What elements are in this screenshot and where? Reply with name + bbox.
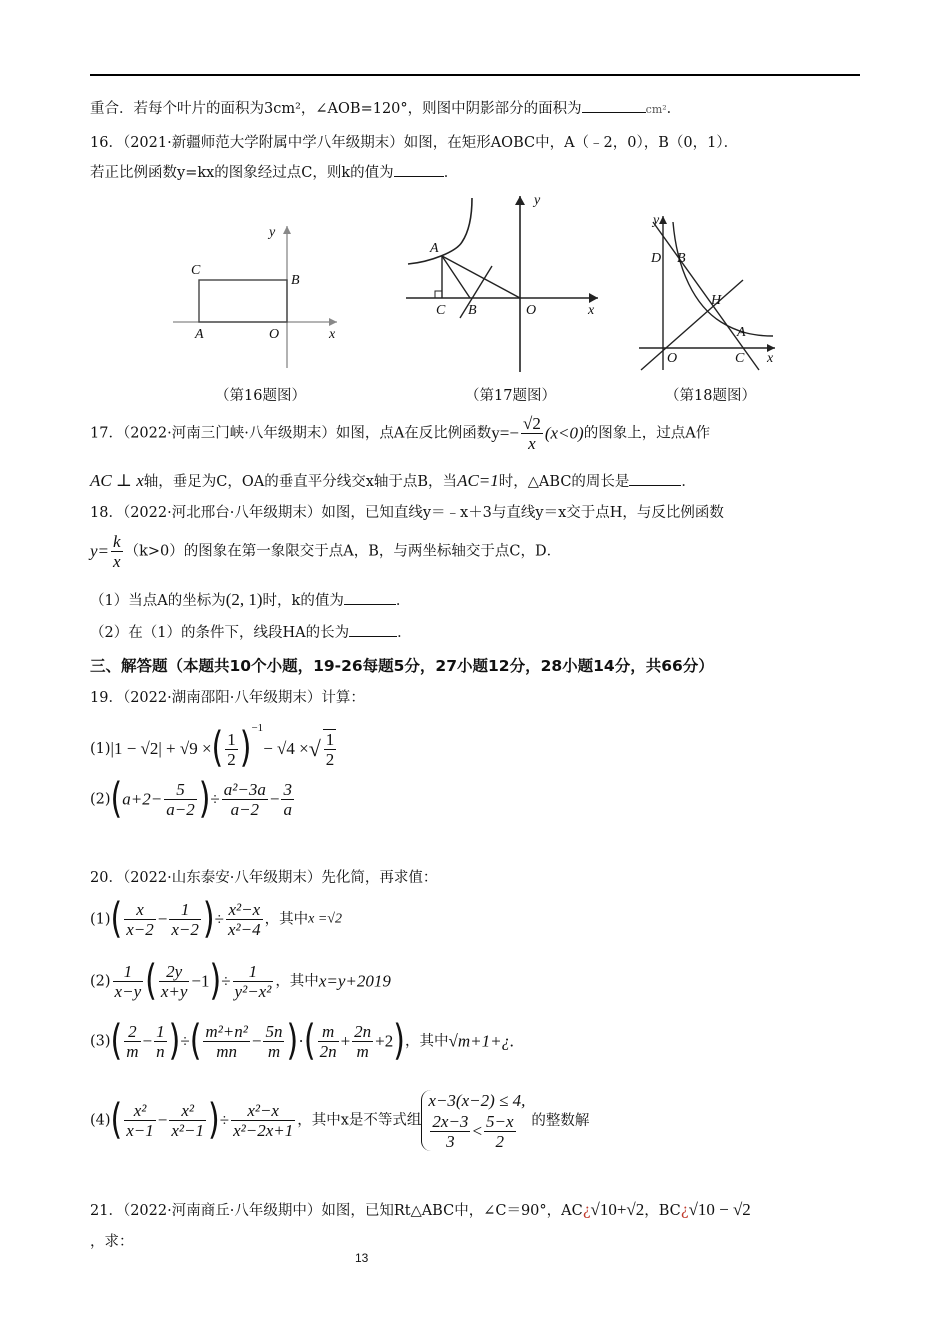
q20-p3-lparen3: (	[303, 1016, 316, 1066]
q19-p1-half-num: 1	[227, 729, 236, 749]
q20-p1-f3-num: x²−x	[226, 900, 263, 920]
q19-p1-half	[225, 730, 238, 769]
q20-p4-system	[421, 1090, 525, 1151]
q20-p2-f3	[233, 962, 274, 1001]
q21-weird1: ¿	[582, 1203, 591, 1219]
q18-sub2-text: （2）在（1）的条件下，线段HA的长为	[90, 625, 350, 641]
q20-p3-label: (3)	[90, 1033, 111, 1050]
fig17-label-b: B	[468, 303, 477, 318]
q20-p3-f6-num: 2n	[354, 1022, 372, 1041]
q20-p3-dot: ·	[298, 1031, 304, 1051]
q19-p2-f1-num: 5	[164, 780, 196, 800]
q20-p4-f1	[124, 1101, 156, 1140]
q17-den: x	[528, 434, 536, 453]
q18-sub2	[90, 622, 412, 643]
figure-17	[400, 190, 605, 375]
q20-p3-f3-num: m²+n²	[205, 1022, 248, 1041]
q17-num: √2	[522, 414, 541, 433]
fig16-caption: （第16题图）	[215, 388, 306, 404]
q18-end2: ．	[397, 625, 412, 641]
q18-line2	[90, 532, 561, 578]
q20-p3-rparen2: )	[286, 1016, 299, 1066]
fig18-caption: （第18题图）	[665, 388, 756, 404]
q19-p1-sq-den: 2	[325, 750, 335, 769]
q20-p1-f2	[169, 900, 201, 939]
q20-p3-plus: +	[340, 1031, 351, 1051]
q16-line2	[90, 162, 458, 183]
fig17-hyperbola	[408, 198, 472, 264]
q20-p3-f4	[263, 1022, 284, 1061]
q20-p2-f3-num: 1	[233, 962, 274, 982]
q20-p3-f5-num: m	[318, 1022, 339, 1042]
q20-p4-div: ÷	[219, 1110, 230, 1130]
q20-p3-f4-num: 5n	[265, 1022, 283, 1041]
q21-ac-val: √10+√2	[590, 1200, 645, 1219]
fig17-x-arrow	[589, 293, 598, 303]
q16-blank	[394, 162, 444, 177]
fig16-label-x: x	[329, 327, 336, 342]
q20-p3-rparen1: )	[168, 1016, 181, 1066]
q20-p2-f1	[113, 962, 144, 1001]
q18-line2-text: 的图象在第一象限交于点A，B，与两坐标轴交于点C，D．	[183, 543, 562, 560]
figure-18	[635, 210, 780, 375]
q20-p2-tail: ，其中	[275, 973, 319, 990]
q20-p4-f3-num: x²−x	[231, 1101, 295, 1121]
fig18-label-b: B	[677, 251, 686, 266]
q19-p1-half-den: 2	[227, 749, 236, 769]
q20-p1-minus: −	[157, 909, 168, 929]
fig17-label-c: C	[436, 303, 446, 318]
q19-p2-minus: −	[269, 789, 280, 809]
fig16-rectangle	[199, 280, 287, 322]
q18-end1: ．	[395, 593, 411, 609]
q17-line1	[90, 414, 710, 460]
q20-p2-rparen: )	[209, 956, 222, 1006]
header-rule	[90, 74, 860, 76]
fig18-label-o: O	[667, 351, 678, 366]
q18-fraction	[111, 532, 123, 571]
q21-line1-text: 21．（2022·河南商丘·八年级期中）如图，已知Rt△ABC中，∠C＝90°，AC	[90, 1203, 583, 1219]
q20-p2-label: (2)	[90, 973, 111, 990]
q20-p3-minus1: −	[142, 1031, 153, 1051]
q20-part2	[90, 956, 391, 1012]
fig17-label-o: O	[526, 303, 537, 318]
q21-line1	[90, 1200, 751, 1221]
q20-p1-div: ÷	[214, 909, 224, 929]
q20-p4-label: (4)	[90, 1112, 111, 1129]
fig17-caption: （第17题图）	[465, 388, 556, 404]
q18-sub1-text: （1）当点A的坐标为	[90, 593, 226, 609]
q20-p2-minus-one: −1	[191, 971, 210, 991]
q18-blank1	[344, 590, 396, 605]
q20-p4-lt: <	[472, 1121, 483, 1141]
q17-cond-wrap: (x<0)	[544, 423, 584, 443]
fig17-right-angle	[435, 291, 442, 298]
q17-cond: x<0	[550, 423, 579, 443]
q18-sub1	[90, 590, 410, 611]
fig17-label-a: A	[430, 241, 439, 256]
q18-cond: （k>0）	[124, 543, 184, 560]
q20-p1-f3	[226, 900, 263, 939]
fig18-label-x: x	[767, 351, 774, 366]
q18-blank2	[349, 622, 397, 637]
q19-p1-expr-a: |1 − √2| + √9 ×	[110, 739, 212, 758]
q17-line1-tail: 的图象上，过点A作	[583, 425, 711, 442]
q19-p2-f2	[222, 780, 268, 819]
q20-p4-rparen: )	[208, 1095, 220, 1145]
q19-p1-sqrt-sign: √	[308, 736, 321, 761]
q20-p1-tail: ，其中	[264, 911, 309, 928]
q17-line2-tail: 时，△ABC的周长是	[498, 474, 630, 490]
q19-p2-f2-num: a²−3a	[223, 780, 266, 799]
q20-p4-ineq2	[428, 1112, 525, 1151]
q20-p1-f1	[124, 900, 156, 939]
q20-p1-lparen: (	[110, 894, 123, 944]
q20-p3-f1	[124, 1022, 140, 1061]
fig18-y-arrow	[659, 216, 667, 224]
fig17-y-arrow	[515, 196, 525, 205]
q17-line1-text: 17．（2022·河南三门峡·八年级期末）如图，点A在反比例函数	[90, 425, 492, 442]
q20-p4-f2-den: x²−1	[171, 1121, 205, 1140]
q21-mid: ，BC	[644, 1203, 681, 1219]
q20-p3-f1-den: m	[126, 1042, 139, 1061]
q20-p3-f1-num: 2	[124, 1022, 140, 1042]
q20-p4-f1-den: x−1	[126, 1121, 154, 1140]
q20-p1-label: (1)	[90, 911, 111, 928]
q21-line2: ，求：	[90, 1234, 134, 1250]
q20-p3-f3-den: mn	[216, 1042, 238, 1061]
q17-ac-eq: AC=1	[457, 471, 499, 490]
q15-tail-line	[90, 98, 681, 120]
q20-p4-minus: −	[157, 1110, 168, 1130]
q16-end: ．	[443, 165, 459, 181]
q19-p2-div: ÷	[210, 789, 220, 809]
q20-p3-f3	[203, 1022, 249, 1061]
q20-part3	[90, 1016, 515, 1074]
q20-p2-f2-num: 2y	[159, 962, 190, 982]
q19-p1-sqrt-frac	[323, 729, 337, 769]
q17-y-eq: y=−	[491, 423, 519, 443]
q19-p2-f1-den: a−2	[166, 800, 195, 819]
fig18-label-y: y	[653, 213, 660, 228]
fig16-label-a: A	[195, 327, 204, 342]
fig18-label-d: D	[651, 251, 662, 266]
q18-coord: (2, 1)	[225, 590, 263, 609]
q20-p4-f2	[169, 1101, 206, 1140]
q20-p2-f1-num: 1	[113, 962, 144, 982]
q20-p3-f6	[352, 1022, 373, 1061]
q20-part4	[90, 1090, 589, 1156]
q21-weird2: ¿	[680, 1203, 689, 1219]
q20-p1-f2-den: x−2	[171, 920, 199, 939]
q21-bc-val: √10 − √2	[688, 1200, 751, 1219]
q20-p3-f6-den: m	[356, 1042, 369, 1061]
q20-p1-f3-den: x²−4	[227, 920, 261, 939]
q20-p3-f2-den: n	[156, 1042, 165, 1061]
q20-p3-f5-den: 2n	[319, 1042, 337, 1061]
q19-p1-expr-b: − √4 ×	[263, 739, 309, 758]
q20-part1	[90, 894, 342, 950]
q20-p2-f2-den: x+y	[160, 982, 188, 1001]
q19-p1-sq-num: 1	[325, 730, 335, 749]
fig16-y-arrow	[283, 226, 291, 234]
fig17-label-y: y	[534, 193, 541, 208]
q20-p2-f1-den: x−y	[114, 982, 142, 1001]
q20-p4-i3-den: 2	[495, 1132, 505, 1151]
q18-line1: 18．（2022·河北邢台·八年级期末）如图，已知直线y＝﹣x＋3与直线y＝x交于点H，与反比例函数	[90, 505, 724, 521]
q17-blank	[629, 471, 681, 486]
q20-p1-f2-num: 1	[169, 900, 201, 920]
q19-p2-f3	[281, 780, 294, 819]
q15-end: ．	[666, 101, 682, 117]
fig18-line-oh	[641, 280, 743, 370]
q19-p2-rparen: )	[198, 774, 211, 824]
q19-part1	[90, 718, 338, 773]
q20-p4-f3	[231, 1101, 295, 1140]
q20-p4-ineq1: x−3(x−2) ≤ 4,	[428, 1091, 526, 1110]
q20-p3-f4-den: m	[267, 1042, 281, 1061]
q20-line1: 20．（2022·山东泰安·八年级期末）先化简，再求值：	[90, 870, 438, 886]
q20-p1-f1-den: x−2	[126, 920, 154, 939]
fig16-x-arrow	[329, 318, 337, 326]
q20-p4-i3	[484, 1112, 516, 1151]
page-number: 13	[355, 1251, 369, 1265]
q20-p4-i3-num: 5−x	[486, 1112, 514, 1131]
q19-p2-label: (2)	[90, 791, 111, 808]
q20-p4-f2-num: x²	[169, 1101, 206, 1121]
q19-p1-lparen: (	[211, 723, 224, 773]
q20-p3-div: ÷	[180, 1031, 190, 1051]
q20-p1-f1-num: x	[124, 900, 156, 920]
fig16-label-c: C	[191, 263, 201, 278]
q17-line2-text: 轴，垂足为C，OA的垂直平分线交x轴于点B，当	[143, 474, 458, 490]
q20-p4-f3-den: x²−2x+1	[233, 1121, 294, 1140]
q20-p4-i2-num: 2x−3	[432, 1112, 469, 1131]
fig17-label-x: x	[588, 303, 595, 318]
q20-p4-i2	[430, 1112, 470, 1151]
q19-line1: 19．（2022·湖南邵阳·八年级期末）计算：	[90, 690, 365, 706]
q20-p3-rparen3: )	[393, 1016, 405, 1066]
q20-p2-f3-den: y²−x²	[234, 982, 272, 1001]
fig16-label-y: y	[269, 225, 276, 240]
q18-sub1-tail: 时，k的值为	[262, 593, 344, 609]
fig18-label-c: C	[735, 351, 745, 366]
q15-blank	[582, 98, 646, 113]
q20-p4-tail: ，其中x是不等式组	[297, 1112, 422, 1129]
q16-line1: 16．（2021·新疆师范大学附属中学八年级期末）如图，在矩形AOBC中，A（﹣2，0），B（0，1）．	[90, 135, 739, 151]
fig16-label-o: O	[269, 327, 280, 342]
q20-p3-lparen2: (	[189, 1016, 202, 1066]
q20-p3-plus-two: +2	[375, 1031, 394, 1051]
q15-unit: cm²	[645, 103, 667, 116]
q20-p3-cond: √m+1+¿.	[448, 1031, 515, 1051]
q15-text: 重合．若每个叶片的面积为3cm²，∠AOB=120°，则图中阴影部分的面积为	[90, 101, 582, 117]
q20-p3-f5	[318, 1022, 339, 1061]
q20-p2-f2	[159, 962, 190, 1001]
q19-p2-f1	[164, 780, 196, 819]
q19-p1-rparen: )	[239, 723, 252, 773]
figure-16	[165, 218, 345, 378]
q20-p2-lparen: (	[145, 956, 157, 1006]
q20-p4-end: 的整数解	[531, 1112, 590, 1129]
q19-p1-label: (1)	[90, 741, 111, 757]
q17-end: ．	[681, 474, 696, 490]
q19-p2-expr-a: a+2−	[122, 789, 163, 809]
q20-p2-cond: x=y+2019	[318, 971, 391, 991]
q19-p2-f3-den: a	[283, 800, 292, 819]
q20-p4-lparen: (	[110, 1095, 123, 1145]
q20-p2-div: ÷	[221, 971, 231, 991]
q19-p2-f2-den: a−2	[230, 800, 260, 819]
q17-ac-perp: AC ⊥ x	[90, 471, 144, 490]
q20-p1-rparen: )	[202, 894, 215, 944]
fig18-label-h: H	[711, 293, 722, 308]
q20-p3-f2-num: 1	[156, 1022, 165, 1041]
q16-line2-text: 若正比例函数y=kx的图象经过点C，则k的值为	[90, 165, 394, 181]
q20-p3-f2	[154, 1022, 167, 1061]
q19-part2	[90, 774, 296, 830]
q20-p3-tail: ，其中	[404, 1033, 449, 1050]
q19-p1-exp: −1	[251, 722, 264, 734]
q19-p2-lparen: (	[110, 774, 123, 824]
q20-p3-lparen1: (	[110, 1016, 123, 1066]
q18-den: x	[113, 552, 121, 571]
fig18-label-a: A	[737, 325, 746, 340]
q18-y-eq: y=	[90, 541, 110, 561]
fig17-ab-segment	[442, 256, 470, 298]
q17-line2	[90, 471, 696, 492]
q20-p4-f1-num: x²	[124, 1101, 156, 1121]
q20-p4-i2-den: 3	[446, 1132, 455, 1151]
q19-p2-f3-num: 3	[283, 780, 292, 799]
fig17-oa-segment	[442, 256, 520, 298]
section-3-heading: 三、解答题（本题共10个小题，19-26每题5分，27小题12分，28小题14分，共66分）	[90, 657, 714, 675]
q17-fraction	[521, 414, 543, 453]
q18-num: k	[113, 532, 121, 551]
q20-p1-cond: x =√2	[308, 911, 342, 927]
q20-p3-minus2: −	[251, 1031, 262, 1051]
fig16-label-b: B	[291, 273, 300, 288]
